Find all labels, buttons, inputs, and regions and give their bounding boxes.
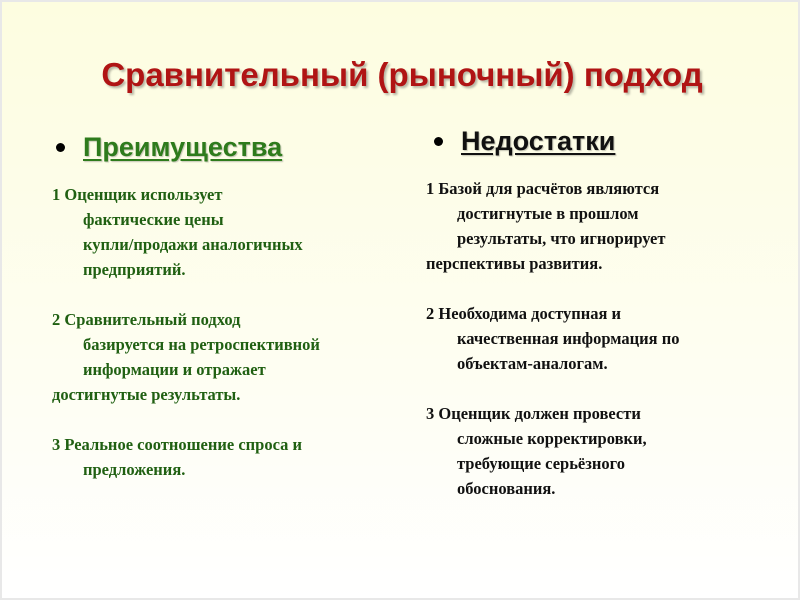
disadvantage-line: результаты, что игнорирует	[457, 229, 666, 248]
advantage-line: 1 Оценщик использует	[52, 185, 223, 204]
disadvantage-line: 3 Оценщик должен провести	[426, 404, 641, 423]
spacer	[52, 282, 320, 307]
advantages-heading	[56, 132, 282, 163]
spacer	[52, 407, 320, 432]
slide-title: Сравнительный (рыночный) подход	[101, 56, 703, 93]
disadvantage-line: сложные корректировки,	[457, 429, 647, 448]
bullet-icon	[56, 143, 65, 152]
disadvantage-line: объектам-аналогам.	[457, 354, 608, 373]
disadvantage-line: перспективы развития.	[426, 254, 603, 273]
disadvantages-heading	[434, 126, 615, 157]
disadvantages-list	[426, 176, 679, 501]
advantage-line: достигнутые результаты.	[52, 385, 241, 404]
bullet-icon	[434, 137, 443, 146]
disadvantage-line: требующие серьёзного	[457, 454, 625, 473]
disadvantage-line: достигнутые в прошлом	[457, 204, 639, 223]
disadvantage-line: 1 Базой для расчётов являются	[426, 179, 660, 198]
disadvantages-heading-text: Недостатки	[461, 126, 616, 156]
advantages-heading-text: Преимущества	[83, 132, 283, 162]
disadvantage-line: 2 Необходима доступная и	[426, 304, 622, 323]
advantage-line: купли/продажи аналогичных	[83, 235, 303, 254]
advantage-line: предложения.	[83, 460, 186, 479]
advantages-list	[52, 182, 320, 482]
spacer	[426, 276, 679, 301]
disadvantage-line: качественная информация по	[457, 329, 680, 348]
spacer	[426, 376, 679, 401]
advantage-line: предприятий.	[83, 260, 186, 279]
advantage-line: 2 Сравнительный подход	[52, 310, 241, 329]
advantage-line: информации и отражает	[83, 360, 266, 379]
advantage-line: 3 Реальное соотношение спроса и	[52, 435, 302, 454]
disadvantage-line: обоснования.	[457, 479, 556, 498]
advantage-line: фактические цены	[83, 210, 224, 229]
advantage-line: базируется на ретроспективной	[83, 335, 320, 354]
